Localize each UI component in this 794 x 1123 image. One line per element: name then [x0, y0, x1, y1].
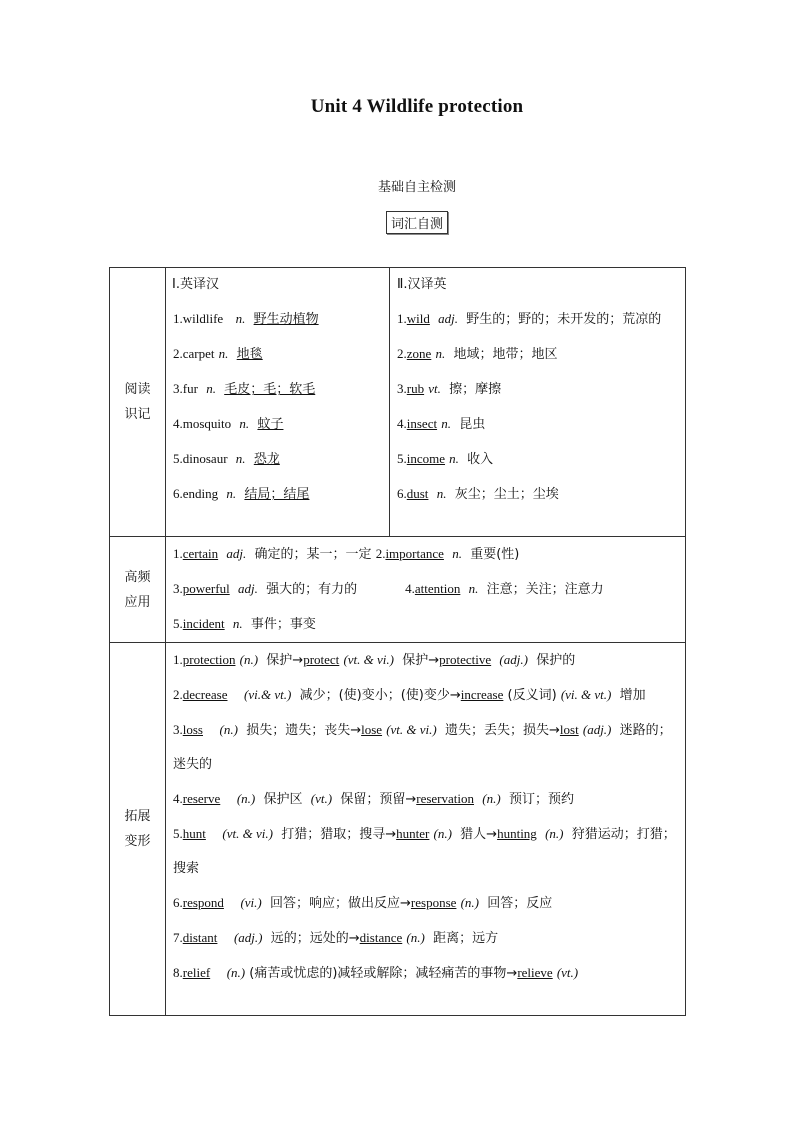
- list-item: 6.ending n. 结局；结尾: [173, 486, 310, 502]
- category-cell: [110, 643, 166, 1016]
- list-item: 1.wild adj. 野生的；野的；未开发的；荒凉的: [397, 311, 662, 327]
- category-label: 高频应用: [124, 569, 151, 610]
- section-badge: 词汇自测: [386, 211, 448, 234]
- category-label: 阅读识记: [124, 382, 151, 422]
- zh-to-en-header: Ⅱ.汉译英: [397, 277, 447, 292]
- table-row-expand: [110, 643, 686, 1016]
- vocab-table: [109, 267, 686, 1016]
- list-item: 6.respond (vi.) 回答；响应；做出反应→response (n.) 回答；反应: [173, 895, 553, 911]
- list-item: 5.income n. 收入: [397, 451, 494, 467]
- list-item: 4.insect n. 昆虫: [397, 416, 486, 432]
- list-item: 2.zone n. 地域；地带；地区: [397, 346, 558, 362]
- list-item: 6.dust n. 灰尘；尘土；尘埃: [397, 486, 559, 502]
- section-subtitle: 基础自主检测: [377, 180, 456, 195]
- table-row-reading: [110, 268, 686, 537]
- list-item: 5.incident n. 事件；事变: [173, 616, 316, 632]
- list-item: 1.wildlife n. 野生动植物: [173, 311, 319, 327]
- list-item: 3.rub vt. 擦；摩擦: [397, 381, 502, 397]
- list-item: 3.powerful adj. 强大的；有力的 4.attention n. 注意；关注；注意力: [173, 581, 604, 597]
- frequent-cell: [166, 537, 686, 643]
- category-label: 拓展变形: [124, 809, 151, 849]
- zh-to-en-cell: [390, 268, 686, 537]
- list-item: 3.loss (n.) 损失；遗失；丧失→lose (vt. & vi.) 遗失；丢失；损失→lost (adj.) 迷路的；迷失的: [173, 722, 672, 772]
- category-cell: [110, 537, 166, 643]
- list-item: 1.protection (n.) 保护→protect (vt. & vi.) 保护→protective (adj.) 保护的: [173, 652, 576, 668]
- en-to-zh-header: Ⅰ.英译汉: [172, 277, 219, 292]
- list-item: 5.hunt (vt. & vi.) 打猎；猎取；搜寻→hunter (n.) 猎人→hunting (n.) 狩猎运动；打猎；搜索: [173, 826, 676, 876]
- list-item: 2.carpet n. 地毯: [173, 346, 263, 362]
- page-title: Unit 4 Wildlife protection: [310, 96, 524, 117]
- list-item: 5.dinosaur n. 恐龙: [173, 451, 280, 467]
- table-row-frequent: [110, 537, 686, 643]
- en-to-zh-cell: [166, 268, 390, 537]
- category-cell: [110, 268, 166, 537]
- list-item: 1.certain adj. 确定的；某一；一定 2.importance n. 重要(性): [173, 546, 520, 562]
- list-item: 8.relief (n.) (痛苦或忧虑的)减轻或解除；减轻痛苦的事物→relieve (vt.): [173, 965, 579, 981]
- list-item: 2.decrease (vi.& vt.) 减少；(使)变小；(使)变少→increase (反义词) (vi. & vt.) 增加: [173, 687, 646, 703]
- expand-cell: [166, 643, 686, 1016]
- list-item: 3.fur n. 毛皮；毛；软毛: [173, 381, 316, 397]
- list-item: 7.distant (adj.) 远的；远处的→distance (n.) 距离；远方: [173, 930, 499, 946]
- list-item: 4.reserve (n.) 保护区 (vt.) 保留；预留→reservation (n.) 预订；预约: [173, 791, 574, 807]
- list-item: 4.mosquito n. 蚊子: [173, 416, 284, 432]
